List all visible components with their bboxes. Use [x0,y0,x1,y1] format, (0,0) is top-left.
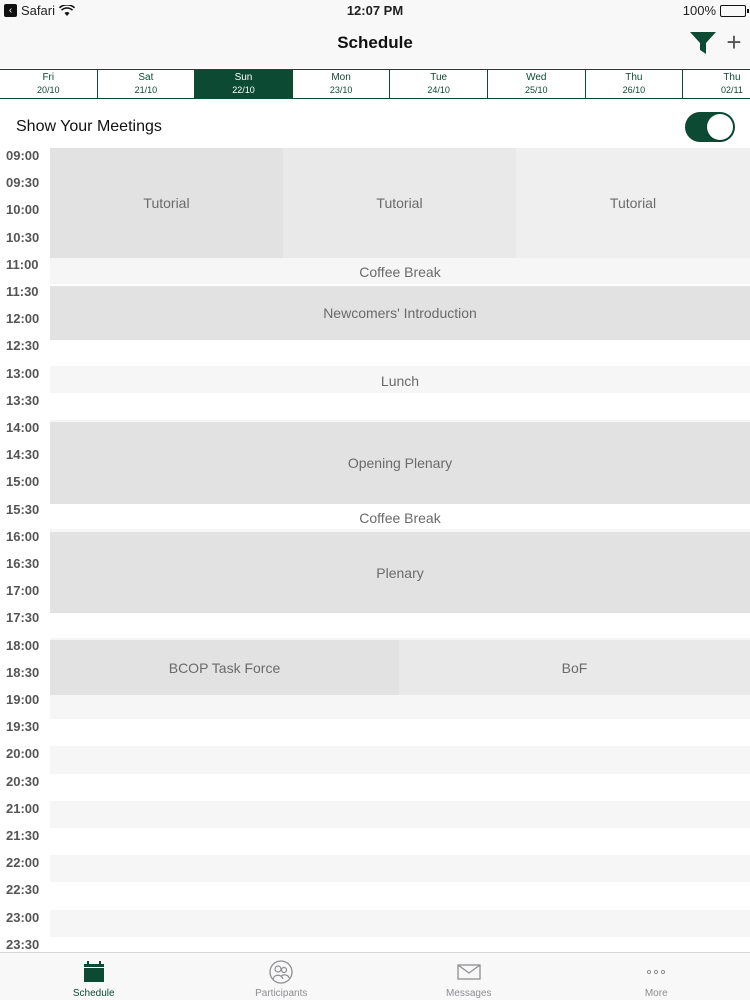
page-title: Schedule [337,33,413,52]
time-label: 09:00 [6,148,40,163]
time-label: 10:00 [6,202,40,218]
schedule-grid [0,148,750,953]
event-newcomers-introduction[interactable]: Newcomers' Introduction [50,286,750,340]
time-label: 20:30 [6,773,40,789]
day-tab-sat[interactable]: Sat 21/10 [98,70,196,98]
time-label: 22:00 [6,855,40,871]
time-label: 12:30 [6,338,40,354]
battery-icon [720,5,746,17]
back-to-app-icon[interactable]: ‹ [4,4,17,17]
day-tab-mon[interactable]: Mon 23/10 [293,70,391,98]
event-coffee-break-1[interactable]: Coffee Break [359,264,441,280]
more-dots-icon [644,960,668,984]
time-label: 16:00 [6,528,40,544]
time-label: 13:30 [6,392,40,408]
time-label: 18:00 [6,637,40,653]
filter-icon[interactable] [688,30,718,56]
carrier-label: Safari [21,3,55,18]
time-label: 13:00 [6,365,40,381]
envelope-icon [457,960,481,984]
day-tab-sun[interactable]: Sun 22/10 [195,70,293,98]
time-label: 17:00 [6,583,40,599]
time-label: 16:30 [6,556,40,571]
time-label: 12:00 [6,311,40,327]
time-label: 22:30 [6,882,40,898]
tab-bar [0,952,750,1000]
event-tutorial-2[interactable]: Tutorial [283,148,516,258]
time-row [50,746,750,773]
tab-more[interactable]: More [563,953,750,1000]
day-tab-wed[interactable]: Wed 25/10 [488,70,586,98]
event-lunch[interactable]: Lunch [380,373,420,389]
event-tutorial-1[interactable]: Tutorial [50,148,283,258]
day-tab-fri[interactable]: Fri 20/10 [0,70,98,98]
time-label: 15:00 [6,474,40,490]
day-tab-thu[interactable]: Thu 26/10 [586,70,684,98]
time-label: 20:00 [6,746,40,762]
day-tab-tue[interactable]: Tue 24/10 [390,70,488,98]
time-label: 14:30 [6,447,40,463]
show-meetings-label: Show Your Meetings [16,118,162,135]
time-label: 09:30 [6,175,40,191]
time-label: 17:30 [6,610,40,626]
tab-schedule[interactable]: Schedule [0,953,188,1000]
time-label: 11:00 [6,256,39,272]
time-label: 19:30 [6,719,40,735]
event-tutorial-3[interactable]: Tutorial [516,148,750,258]
tab-participants[interactable]: Participants [188,953,376,1000]
battery-percent: 100% [682,3,716,18]
show-meetings-row [0,100,750,148]
time-row [50,801,750,828]
status-time: 12:07 PM [346,3,404,18]
event-bof[interactable]: BoF [399,640,750,695]
calendar-icon [82,960,106,984]
day-tab-thu-2[interactable]: Thu 02/11 [721,72,743,95]
event-bcop-task-force[interactable]: BCOP Task Force [50,640,399,695]
status-bar [0,0,750,22]
time-label: 15:30 [6,501,40,517]
time-label: 18:30 [6,664,40,680]
time-row [50,692,750,719]
time-label: 14:00 [6,420,40,435]
event-opening-plenary[interactable]: Opening Plenary [50,422,750,504]
tab-messages[interactable]: Messages [375,953,563,1000]
add-button[interactable]: + [726,27,742,57]
navigation-bar [0,22,750,68]
time-label: 10:30 [6,229,40,245]
time-row [50,855,750,882]
time-label: 11:30 [6,284,39,299]
event-coffee-break-2[interactable]: Coffee Break [359,510,441,526]
event-plenary[interactable]: Plenary [50,532,750,613]
participants-icon [269,960,293,984]
time-label: 21:00 [6,800,40,816]
time-label: 23:30 [6,936,40,952]
show-meetings-toggle[interactable] [685,112,735,142]
day-selector [0,69,750,99]
time-row [50,910,750,937]
time-label: 21:30 [6,828,40,843]
time-label: 19:00 [6,692,40,707]
time-label: 23:00 [6,909,40,925]
